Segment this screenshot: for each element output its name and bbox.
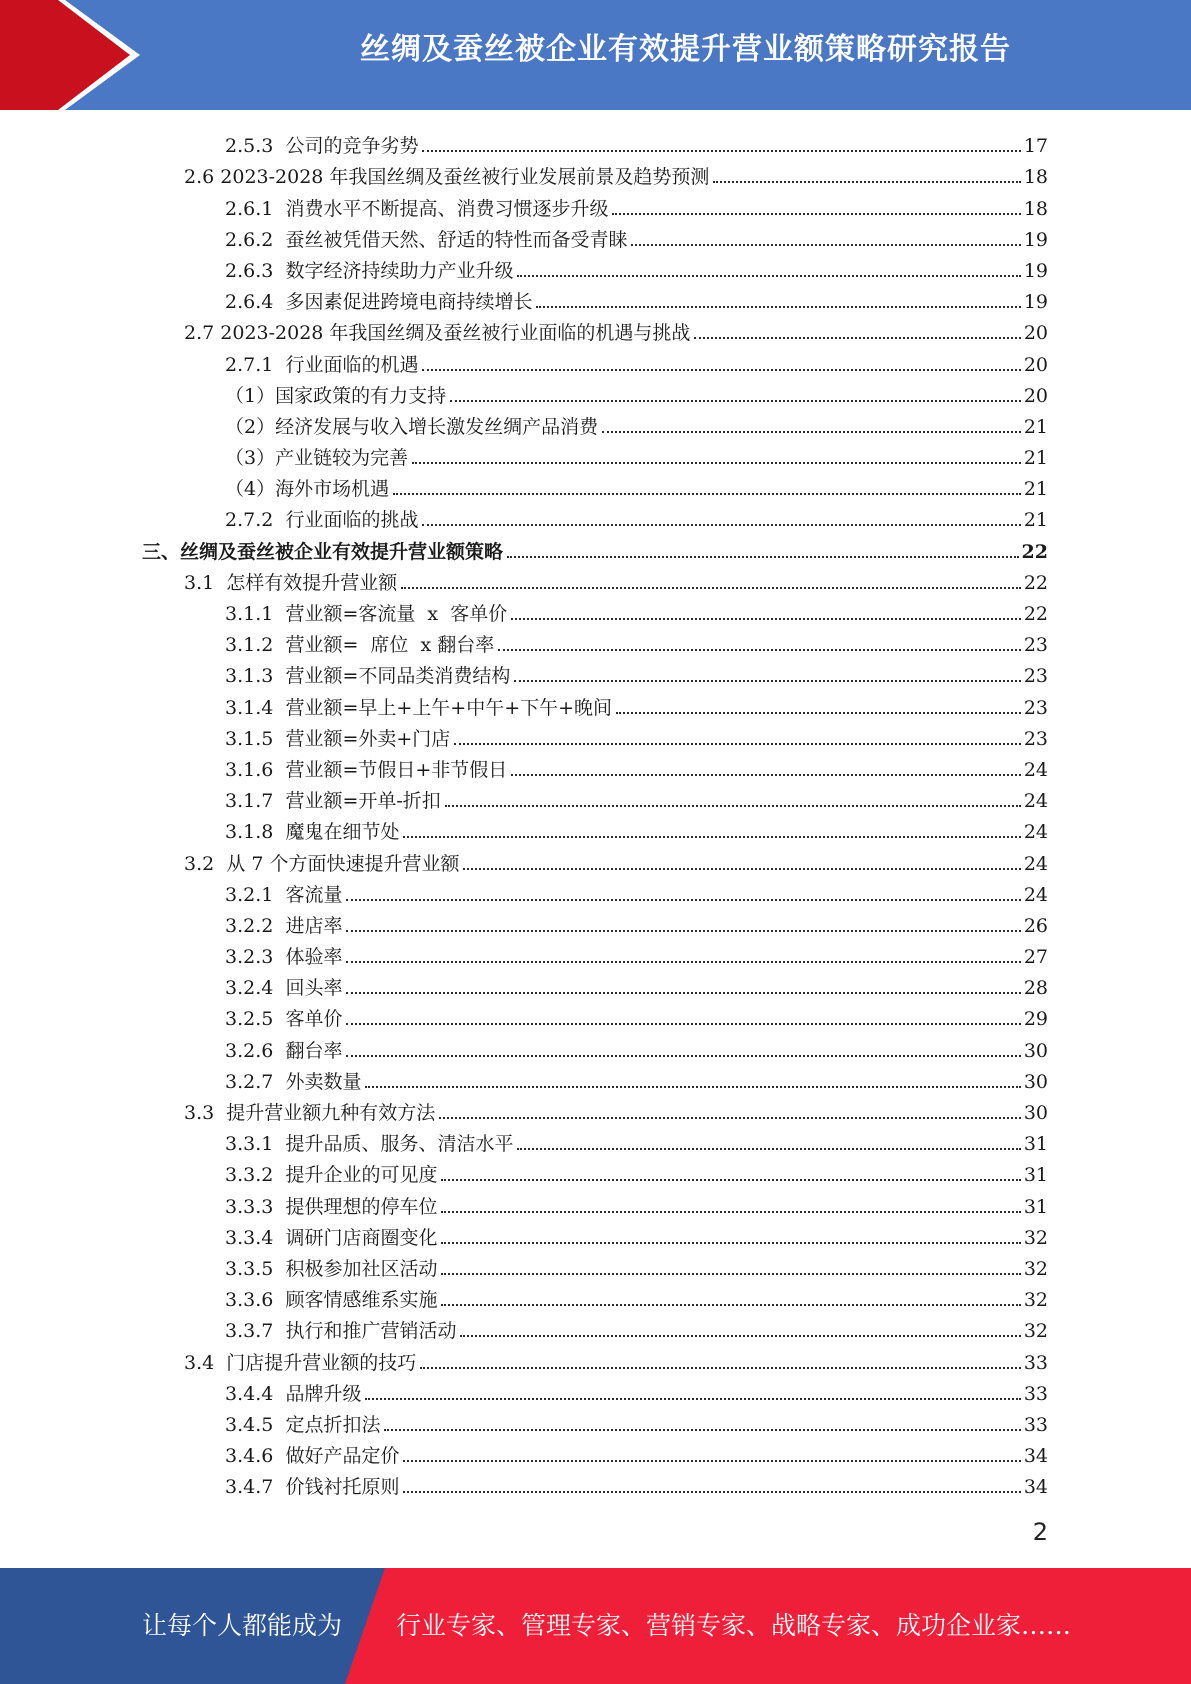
- toc-entry[interactable]: [0, 657, 1191, 688]
- toc-entry-title: 翻台率: [285, 1039, 343, 1062]
- toc-entry-title: 行业面临的挑战: [285, 509, 419, 532]
- toc-entry-title: 消费水平不断提高、消费习惯逐步升级: [285, 197, 609, 220]
- toc-entry[interactable]: [0, 1000, 1191, 1031]
- toc-entry-number: 3.3: [184, 1102, 227, 1124]
- toc-dot-leader: [602, 431, 1021, 433]
- toc-dot-leader: [441, 1273, 1020, 1275]
- toc-entry-number: 2.6: [184, 166, 221, 189]
- toc-entry-number: 3.1.4: [225, 696, 286, 719]
- toc-entry[interactable]: [0, 938, 1191, 969]
- toc-dot-leader: [401, 587, 1021, 589]
- toc-dot-leader: [346, 992, 1020, 994]
- toc-entry-number: 3.4.4: [225, 1382, 286, 1405]
- toc-dot-leader: [514, 680, 1020, 682]
- toc-dot-leader: [412, 462, 1021, 464]
- toc-entry-title: 进店率: [285, 914, 343, 937]
- toc-entry-number: 2.5.3: [225, 135, 286, 158]
- toc-entry-page: 21: [1023, 509, 1048, 532]
- toc-entry-page: 22: [1021, 540, 1048, 563]
- toc-dot-leader: [498, 649, 1021, 651]
- toc-entry-number: 3.2.2: [225, 914, 286, 937]
- toc-entry-number: 2.6.3: [225, 259, 286, 282]
- toc-dot-leader: [517, 1148, 1020, 1150]
- report-title: 丝绸及蚕丝被企业有效提升营业额策略研究报告: [360, 32, 1011, 67]
- toc-entry[interactable]: [0, 470, 1191, 501]
- toc-entry-number: 3.2.3: [225, 946, 286, 969]
- toc-entry-title: 外卖数量: [285, 1070, 362, 1093]
- toc-entry-title: 产业链较为完善: [275, 447, 409, 470]
- toc-entry[interactable]: [0, 720, 1191, 751]
- toc-entry[interactable]: [0, 782, 1191, 813]
- toc-entry-title: 营业额=不同品类消费结构: [285, 665, 511, 688]
- toc-entry[interactable]: [0, 252, 1191, 283]
- toc-entry-title: 客流量: [285, 883, 343, 906]
- toc-dot-leader: [422, 369, 1020, 371]
- toc-entry-title: 营业额=早上+上午+中午+下午+晚间: [285, 696, 613, 719]
- toc-entry-number: 3.3.2: [225, 1164, 286, 1187]
- toc-entry-page: 28: [1023, 977, 1048, 1000]
- toc-entry[interactable]: [0, 532, 1191, 563]
- toc-entry-number: 3.4.7: [225, 1476, 286, 1499]
- toc-entry-page: 19: [1023, 259, 1048, 282]
- toc-entry-number: 3.3.6: [225, 1289, 286, 1312]
- toc-entry-page: 24: [1023, 852, 1048, 875]
- toc-dot-leader: [463, 868, 1020, 870]
- toc-entry-number: （2）: [225, 415, 276, 438]
- toc-dot-leader: [384, 1429, 1020, 1431]
- toc-entry-number: 2.7.1: [225, 353, 286, 376]
- toc-entry[interactable]: [0, 408, 1191, 439]
- toc-entry-title: 魔鬼在细节处: [285, 821, 400, 844]
- toc-entry-number: 2.7.2: [225, 509, 286, 532]
- toc-entry-page: 20: [1023, 384, 1048, 407]
- toc-dot-leader: [450, 400, 1021, 402]
- page-number: 2: [1032, 1518, 1048, 1546]
- toc-entry-number: 3.2.7: [225, 1070, 286, 1093]
- toc-entry-title: 门店提升营业额的技巧: [226, 1351, 417, 1374]
- toc-entry-number: 3.1.1: [225, 603, 286, 625]
- toc-entry[interactable]: [0, 221, 1191, 252]
- toc-entry-number: 3.2.6: [225, 1039, 286, 1062]
- toc-entry-page: 32: [1023, 1289, 1048, 1312]
- toc-entry[interactable]: [0, 1094, 1191, 1125]
- toc-entry-number: 3.2.1: [225, 883, 286, 906]
- toc-dot-leader: [346, 961, 1020, 963]
- toc-entry-page: 32: [1023, 1257, 1048, 1280]
- toc-entry-title: 价钱衬托原则: [285, 1476, 400, 1499]
- toc-entry-title: 定点折扣法: [285, 1413, 381, 1436]
- toc-entry-page: 19: [1023, 228, 1048, 251]
- toc-entry[interactable]: [0, 377, 1191, 408]
- toc-entry-title: 多因素促进跨境电商持续增长: [285, 291, 533, 314]
- toc-dot-leader: [441, 1179, 1020, 1181]
- toc-entry[interactable]: [0, 1375, 1191, 1406]
- toc-entry-title: 客单价: [285, 1008, 343, 1031]
- toc-entry-page: 32: [1023, 1226, 1048, 1249]
- toc-dot-leader: [441, 1211, 1020, 1213]
- toc-entry[interactable]: [0, 345, 1191, 376]
- toc-entry[interactable]: [0, 501, 1191, 532]
- toc-entry-number: 3.3.4: [225, 1226, 286, 1249]
- toc-dot-leader: [403, 1460, 1020, 1462]
- toc-entry[interactable]: [0, 1312, 1191, 1343]
- toc-entry-page: 34: [1023, 1445, 1048, 1468]
- toc-entry-title: 怎样有效提升营业额: [226, 571, 398, 594]
- toc-entry-number: 3.3.7: [225, 1320, 286, 1343]
- toc-entry-title: 丝绸及蚕丝被企业有效提升营业额策略: [180, 540, 504, 563]
- toc-dot-leader: [365, 1398, 1020, 1400]
- toc-dot-leader: [346, 930, 1020, 932]
- toc-entry-title: 蚕丝被凭借天然、舒适的特性而备受青睐: [285, 228, 628, 251]
- toc-entry-number: 2.6.1: [225, 197, 286, 220]
- toc-entry-page: 23: [1023, 727, 1048, 750]
- toc-entry-title: 营业额=开单-折扣: [285, 790, 441, 813]
- toc-entry[interactable]: [0, 626, 1191, 657]
- toc-dot-leader: [511, 774, 1021, 776]
- toc-dot-leader: [346, 899, 1020, 901]
- toc-entry[interactable]: [0, 189, 1191, 220]
- toc-entry-number: 3.4: [184, 1351, 227, 1374]
- toc-entry-page: 24: [1023, 821, 1048, 844]
- toc-entry[interactable]: [0, 1406, 1191, 1437]
- toc-entry-page: 33: [1023, 1413, 1048, 1436]
- toc-entry[interactable]: [0, 564, 1191, 595]
- toc-entry-page: 33: [1023, 1382, 1048, 1405]
- toc-dot-leader: [346, 1055, 1020, 1057]
- footer-slogan-left: 让每个人都能成为: [142, 1611, 343, 1640]
- toc-entry-number: 2.6.4: [225, 291, 286, 314]
- toc-entry-title: 经济发展与收入增长激发丝绸产品消费: [275, 415, 599, 438]
- toc-dot-leader: [511, 618, 1021, 620]
- toc-entry-number: 3.1.8: [225, 821, 286, 844]
- toc-entry[interactable]: [0, 876, 1191, 907]
- toc-entry-page: 31: [1023, 1133, 1048, 1156]
- toc-dot-leader: [365, 1086, 1020, 1088]
- toc-entry[interactable]: [0, 1031, 1191, 1062]
- toc-entry-page: 32: [1023, 1320, 1048, 1343]
- toc-entry-page: 22: [1023, 603, 1048, 625]
- toc-dot-leader: [694, 337, 1020, 339]
- toc-entry-page: 19: [1023, 291, 1048, 314]
- toc-entry-page: 23: [1023, 665, 1048, 688]
- toc-entry-number: 三、: [142, 540, 181, 563]
- toc-entry[interactable]: [0, 1187, 1191, 1218]
- toc-entry-title: 2023-2028 年我国丝绸及蚕丝被行业发展前景及趋势预测: [220, 166, 710, 189]
- toc-entry-number: 3.3.1: [225, 1133, 286, 1156]
- toc-entry-page: 31: [1023, 1164, 1048, 1187]
- toc-dot-leader: [517, 275, 1020, 277]
- red-chevron-decoration: [0, 0, 160, 110]
- toc-entry-title: 2023-2028 年我国丝绸及蚕丝被行业面临的机遇与挑战: [220, 322, 691, 345]
- toc-entry[interactable]: [0, 1437, 1191, 1468]
- toc-entry-page: 26: [1023, 914, 1048, 937]
- toc-entry[interactable]: [0, 314, 1191, 345]
- toc-dot-leader: [439, 1117, 1021, 1119]
- toc-entry-title: 做好产品定价: [285, 1445, 400, 1468]
- toc-dot-leader: [460, 1335, 1020, 1337]
- toc-entry-page: 20: [1023, 322, 1048, 345]
- toc-entry-number: 3.3.3: [225, 1195, 286, 1218]
- toc-entry-page: 21: [1023, 415, 1048, 438]
- toc-dot-leader: [403, 1491, 1020, 1493]
- toc-entry-page: 22: [1023, 571, 1048, 594]
- toc-entry-number: 3.1.2: [225, 634, 286, 657]
- toc-entry-title: 从 7 个方面快速提升营业额: [226, 852, 460, 875]
- toc-entry-title: 品牌升级: [285, 1382, 362, 1405]
- toc-entry-page: 30: [1023, 1039, 1048, 1062]
- toc-entry-number: 3.4.5: [225, 1413, 286, 1436]
- toc-entry[interactable]: [0, 969, 1191, 1000]
- toc-entry-page: 23: [1023, 696, 1048, 719]
- toc-entry-page: 21: [1023, 447, 1048, 470]
- toc-entry[interactable]: [0, 595, 1191, 626]
- toc-entry-page: 24: [1023, 758, 1048, 781]
- toc-entry[interactable]: [0, 1468, 1191, 1499]
- toc-dot-leader: [441, 1304, 1020, 1306]
- toc-dot-leader: [403, 836, 1020, 838]
- toc-entry-title: 海外市场机遇: [275, 478, 390, 501]
- toc-entry-title: 国家政策的有力支持: [275, 384, 447, 407]
- toc-entry-number: 3.1.3: [225, 665, 286, 688]
- toc-entry-page: 18: [1023, 197, 1048, 220]
- toc-entry-page: 21: [1023, 478, 1048, 501]
- toc-entry-title: 提升营业额九种有效方法: [226, 1102, 436, 1124]
- toc-entry-number: 2.7: [184, 322, 221, 345]
- toc-entry-title: 回头率: [285, 977, 343, 1000]
- toc-entry-page: 29: [1023, 1008, 1048, 1031]
- toc-entry-title: 营业额= 席位 x 翻台率: [285, 634, 495, 657]
- toc-dot-leader: [616, 712, 1021, 714]
- toc-entry-page: 30: [1023, 1102, 1048, 1124]
- toc-entry-number: （1）: [225, 384, 276, 407]
- toc-entry-number: （3）: [225, 447, 276, 470]
- toc-entry-page: 17: [1023, 135, 1048, 158]
- toc-entry[interactable]: [0, 127, 1191, 158]
- toc-dot-leader: [454, 743, 1021, 745]
- toc-dot-leader: [713, 181, 1020, 183]
- page-header: [0, 0, 1191, 110]
- toc-entry[interactable]: [0, 158, 1191, 189]
- toc-entry-title: 提升品质、服务、清洁水平: [285, 1133, 514, 1156]
- toc-dot-leader: [422, 150, 1020, 152]
- toc-entry-page: 30: [1023, 1070, 1048, 1093]
- page-footer: [0, 1568, 1191, 1684]
- toc-dot-leader: [536, 306, 1020, 308]
- toc-entry-page: 24: [1023, 883, 1048, 906]
- toc-entry-page: 33: [1023, 1351, 1048, 1374]
- toc-entry-page: 18: [1023, 166, 1048, 189]
- toc-entry[interactable]: [0, 751, 1191, 782]
- toc-entry-page: 20: [1023, 353, 1048, 376]
- toc-entry[interactable]: [0, 1156, 1191, 1187]
- toc-dot-leader: [445, 805, 1021, 807]
- toc-dot-leader: [507, 556, 1019, 558]
- table-of-contents: [0, 127, 1191, 1499]
- toc-entry[interactable]: [0, 283, 1191, 314]
- toc-entry-title: 调研门店商圈变化: [285, 1226, 438, 1249]
- toc-dot-leader: [422, 524, 1020, 526]
- toc-entry-title: 执行和推广营销活动: [285, 1320, 457, 1343]
- toc-entry-title: 顾客情感维系实施: [285, 1289, 438, 1312]
- toc-dot-leader: [441, 1242, 1020, 1244]
- toc-dot-leader: [612, 213, 1020, 215]
- toc-entry-title: 行业面临的机遇: [285, 353, 419, 376]
- toc-entry-page: 24: [1023, 790, 1048, 813]
- toc-entry[interactable]: [0, 907, 1191, 938]
- toc-entry[interactable]: [0, 1219, 1191, 1250]
- toc-entry-number: 3.3.5: [225, 1257, 286, 1280]
- toc-entry[interactable]: [0, 439, 1191, 470]
- toc-entry-title: 营业额=节假日+非节假日: [285, 758, 508, 781]
- toc-entry[interactable]: [0, 1343, 1191, 1374]
- toc-dot-leader: [346, 1023, 1020, 1025]
- toc-entry-number: 3.2: [184, 852, 227, 875]
- toc-dot-leader: [631, 244, 1020, 246]
- toc-entry[interactable]: [0, 688, 1191, 719]
- toc-entry[interactable]: [0, 844, 1191, 875]
- footer-slogan-right: 行业专家、管理专家、营销专家、战略专家、成功企业家……: [396, 1611, 1072, 1640]
- toc-entry[interactable]: [0, 1125, 1191, 1156]
- toc-entry-number: 3.1: [184, 571, 227, 594]
- toc-entry-title: 营业额=客流量 x 客单价: [285, 603, 508, 625]
- toc-entry-number: 3.4.6: [225, 1445, 286, 1468]
- toc-entry-number: 2.6.2: [225, 228, 286, 251]
- toc-dot-leader: [393, 493, 1021, 495]
- toc-entry-number: 3.2.5: [225, 1008, 286, 1031]
- toc-entry-number: （4）: [225, 478, 276, 501]
- toc-dot-leader: [420, 1367, 1021, 1369]
- toc-entry-number: 3.1.5: [225, 727, 286, 750]
- toc-entry-number: 3.1.6: [225, 758, 286, 781]
- toc-entry-page: 23: [1023, 634, 1048, 657]
- toc-entry-page: 34: [1023, 1476, 1048, 1499]
- toc-entry[interactable]: [0, 813, 1191, 844]
- toc-entry-title: 营业额=外卖+门店: [285, 727, 451, 750]
- toc-entry[interactable]: [0, 1281, 1191, 1312]
- toc-entry-title: 提供理想的停车位: [285, 1195, 438, 1218]
- toc-entry-title: 提升企业的可见度: [285, 1164, 438, 1187]
- toc-entry[interactable]: [0, 1250, 1191, 1281]
- toc-entry[interactable]: [0, 1063, 1191, 1094]
- toc-entry-number: 3.2.4: [225, 977, 286, 1000]
- toc-entry-page: 31: [1023, 1195, 1048, 1218]
- toc-entry-title: 积极参加社区活动: [285, 1257, 438, 1280]
- toc-entry-title: 公司的竞争劣势: [285, 135, 419, 158]
- toc-entry-title: 数字经济持续助力产业升级: [285, 259, 514, 282]
- toc-entry-title: 体验率: [285, 946, 343, 969]
- toc-entry-page: 27: [1023, 946, 1048, 969]
- toc-entry-number: 3.1.7: [225, 790, 286, 813]
